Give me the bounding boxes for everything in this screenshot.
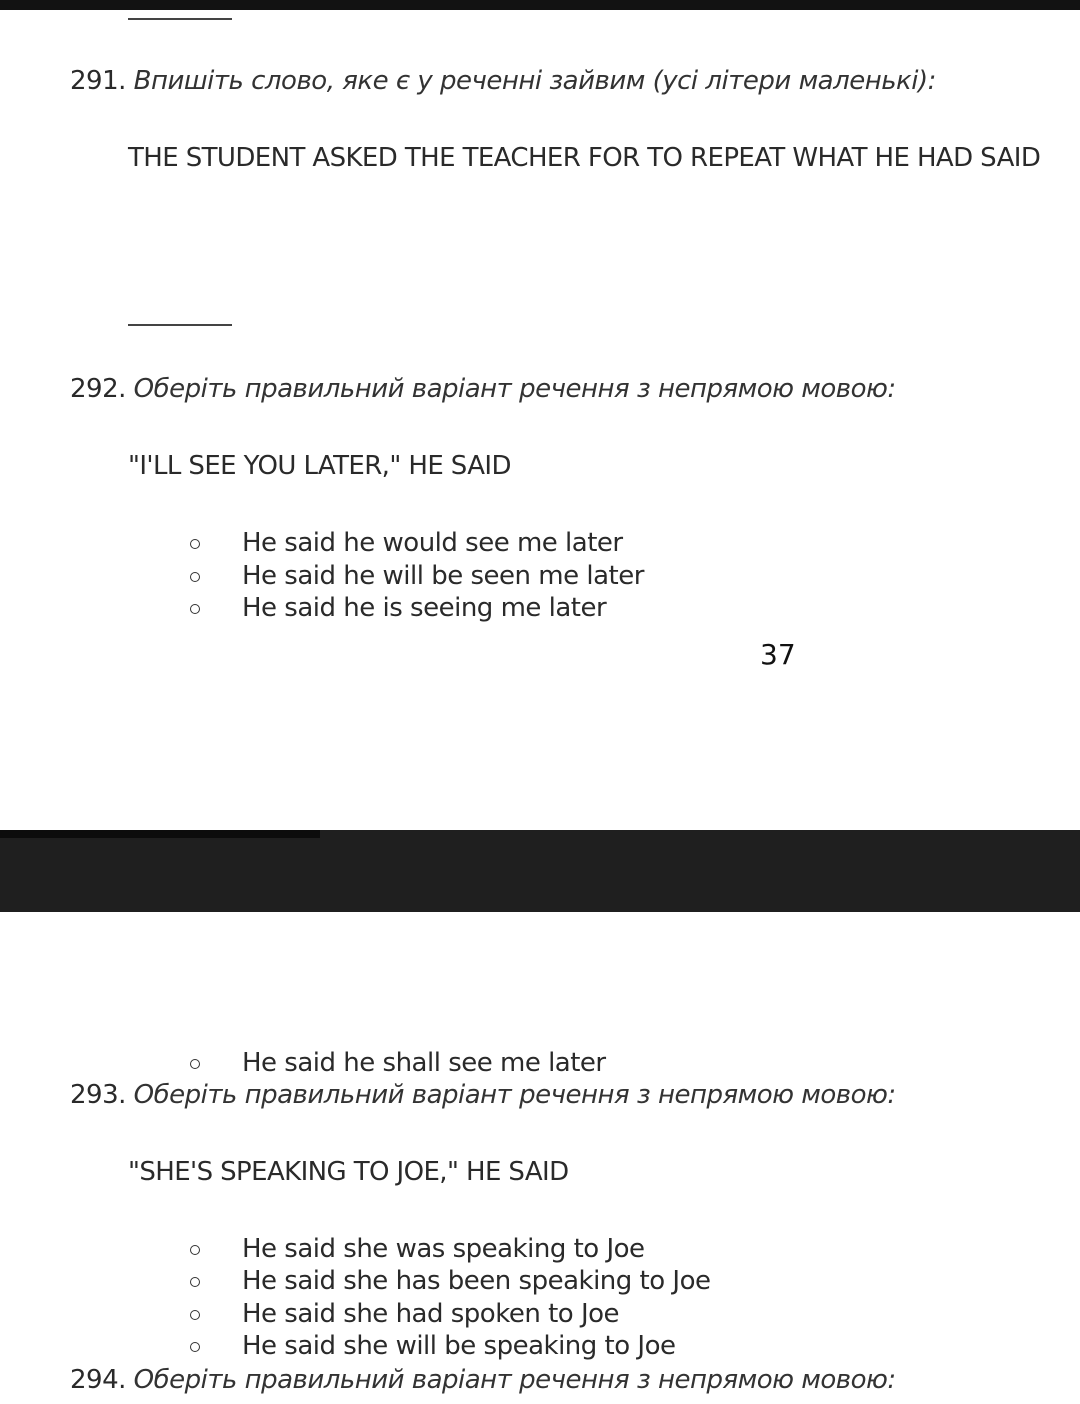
option-label: He said he is seeing me later	[242, 593, 607, 623]
question-instruction: Оберіть правильний варіант речення з непрямою мовою:	[133, 1080, 896, 1110]
option-label: He said he shall see me later	[242, 1048, 606, 1078]
radio-bullet-icon[interactable]	[190, 1059, 200, 1069]
top-edge-bar	[0, 0, 1080, 10]
radio-bullet-icon[interactable]	[190, 604, 200, 614]
option-label: He said she will be speaking to Joe	[242, 1331, 676, 1361]
question-294-heading	[70, 1365, 896, 1395]
answer-input-291[interactable]	[128, 324, 232, 326]
radio-bullet-icon[interactable]	[190, 539, 200, 549]
radio-bullet-icon[interactable]	[190, 1310, 200, 1320]
question-number: 292.	[70, 374, 126, 404]
question-instruction: Впишіть слово, яке є у реченні зайвим (усі літери маленькі):	[133, 66, 936, 96]
page-break-bar	[0, 830, 1080, 912]
answer-blank-line[interactable]	[128, 18, 232, 20]
question-292-prompt: "I'LL SEE YOU LATER," HE SAID	[128, 451, 511, 481]
option-label: He said she was speaking to Joe	[242, 1234, 645, 1264]
radio-bullet-icon[interactable]	[190, 572, 200, 582]
question-291-prompt: THE STUDENT ASKED THE TEACHER FOR TO REPEAT WHAT HE HAD SAID	[128, 143, 1041, 173]
question-number: 294.	[70, 1365, 126, 1395]
option-label: He said he will be seen me later	[242, 561, 644, 591]
question-292-heading	[70, 374, 896, 404]
option-label: He said she had spoken to Joe	[242, 1299, 620, 1329]
question-instruction: Оберіть правильний варіант речення з непрямою мовою:	[133, 374, 896, 404]
question-291-heading	[70, 66, 936, 96]
question-instruction: Оберіть правильний варіант речення з непрямою мовою:	[133, 1365, 896, 1395]
radio-bullet-icon[interactable]	[190, 1342, 200, 1352]
page-number: 37	[760, 638, 796, 671]
question-number: 293.	[70, 1080, 126, 1110]
radio-bullet-icon[interactable]	[190, 1277, 200, 1287]
question-number: 291.	[70, 66, 126, 96]
option-label: He said she has been speaking to Joe	[242, 1266, 711, 1296]
question-293-prompt: "SHE'S SPEAKING TO JOE," HE SAID	[128, 1157, 569, 1187]
question-293-heading	[70, 1080, 896, 1110]
page-break-shadow	[0, 830, 320, 838]
radio-bullet-icon[interactable]	[190, 1245, 200, 1255]
option-label: He said he would see me later	[242, 528, 623, 558]
